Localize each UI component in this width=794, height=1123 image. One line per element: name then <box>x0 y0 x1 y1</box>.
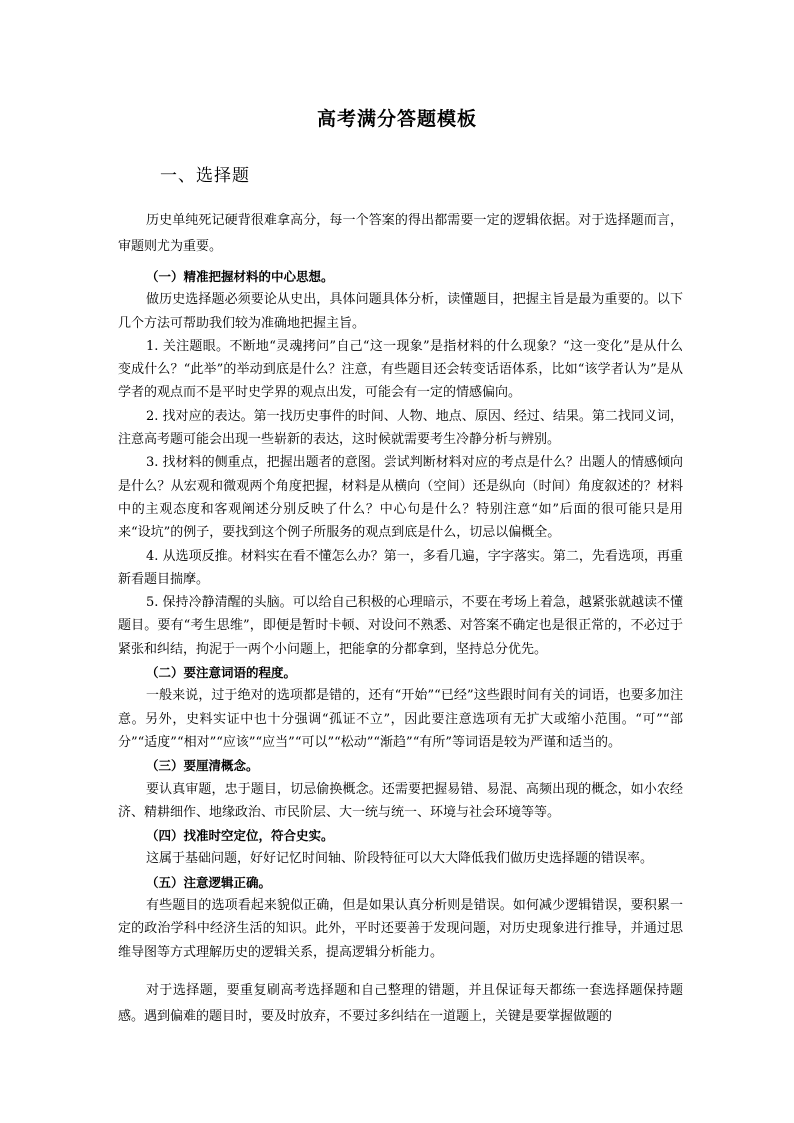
document-title: 高考满分答题模板 <box>316 108 477 130</box>
list-item-1: 1. 关注题眼。不断地“灵魂拷问”自己“这一现象”是指材料的什么现象？“这一变化”是从什么变成什么？“此举”的举动到底是什么？注意，有些题目还会转变话语体系，比如“该学者认为”是从学者的观点而不是平时史学界的观点出发，可能会有一定的情感偏向。 <box>118 338 683 401</box>
closing-block <box>118 978 683 1030</box>
subsection-heading-2: （二）要注意词语的程度。 <box>146 665 297 681</box>
paragraph: 有些题目的选项看起来貌似正确，但是如果认真分析则是错误。如何减少逻辑错误，要积累一定的政治学科中经济生活的知识。此外，平时还要善于发现问题，对历史现象进行推导，并通过思维导图等方式理解历史的逻辑关系，提高逻辑分析能力。 <box>118 898 683 960</box>
section-heading: 一、选择题 <box>160 166 250 186</box>
intro-paragraph: 历史单纯死记硬背很难拿高分，每一个答案的得出都需要一定的逻辑依据。对于选择题而言，审题则尤为重要。 <box>118 213 683 254</box>
intro-block <box>118 208 683 260</box>
subsection-heading-3: （三）要厘清概念。 <box>146 758 259 774</box>
main-content <box>118 265 683 964</box>
closing-paragraph: 对于选择题，要重复刷高考选择题和自己整理的错题，并且保证每天都练一套选择题保持题感。遇到偏难的题目时，要及时放弃，不要过多纠结在一道题上，关键是要掌握做题的 <box>118 983 683 1024</box>
list-item-4: 4. 从选项反推。材料实在看不懂怎么办？第一，多看几遍，字字落实。第二，先看选项，再重新看题目揣摩。 <box>118 548 683 587</box>
subsection-heading-5: （五）注意逻辑正确。 <box>146 874 272 890</box>
list-item-3: 3. 找材料的侧重点，把握出题者的意图。尝试判断材料对应的考点是什么？出题人的情感倾向是什么？从宏观和微观两个角度把握，材料是从横向（空间）还是纵向（时间）角度叙述的？材料中的主观态度和客观阐述分别反映了什么？中心句是什么？特别注意“如”后面的很可能只是用来“设坑”的例子，要找到这个例子所服务的观点到底是什么，切忌以偏概全。 <box>118 455 683 541</box>
subsection-heading-1: （一）精准把握材料的中心思想。 <box>146 269 334 284</box>
subsection-heading-4: （四）找准时空定位，符合史实。 <box>146 828 334 844</box>
paragraph: 这属于基础问题，好好记忆时间轴、阶段特征可以大大降低我们做历史选择题的错误率。 <box>146 851 654 867</box>
list-item-2: 2. 找对应的表达。第一找历史事件的时间、人物、地点、原因、经过、结果。第二找同义词，注意高考题可能会出现一些崭新的表达，这时候就需要考生冷静分析与辨别。 <box>118 408 683 448</box>
list-item-5: 5. 保持冷静清醒的头脑。可以给自己积极的心理暗示，不要在考场上着急，越紧张就越读不懂题目。要有“考生思维”，即便是暂时卡顿、对设问不熟悉、对答案不确定也是很正常的，不必过于紧张和纠结，拘泥于一两个小问题上，把能拿的分都拿到，坚持总分优先。 <box>118 595 683 657</box>
paragraph: 要认真审题，忠于题目，切忌偷换概念。还需要把握易错、易混、高频出现的概念，如小农经济、精耕细作、地缘政治、市民阶层、大一统与统一、环境与社会环境等等。 <box>118 781 683 820</box>
paragraph: 一般来说，过于绝对的选项都是错的，还有“开始”“已经”这些跟时间有关的词语，也要多加注意。另外，史料实证中也十分强调“孤证不立”，因此要注意选项有无扩大或缩小范围。“可”“部分”“适度”“相对”“应该”“应当”“可以”“松动”“渐趋”“有所”等词语是较为严谨和适当的。 <box>118 688 683 750</box>
paragraph: 做历史选择题必须要论从史出，具体问题具体分析，读懂题目，把握主旨是最为重要的。以下几个方法可帮助我们较为准确地把握主旨。 <box>118 292 683 331</box>
